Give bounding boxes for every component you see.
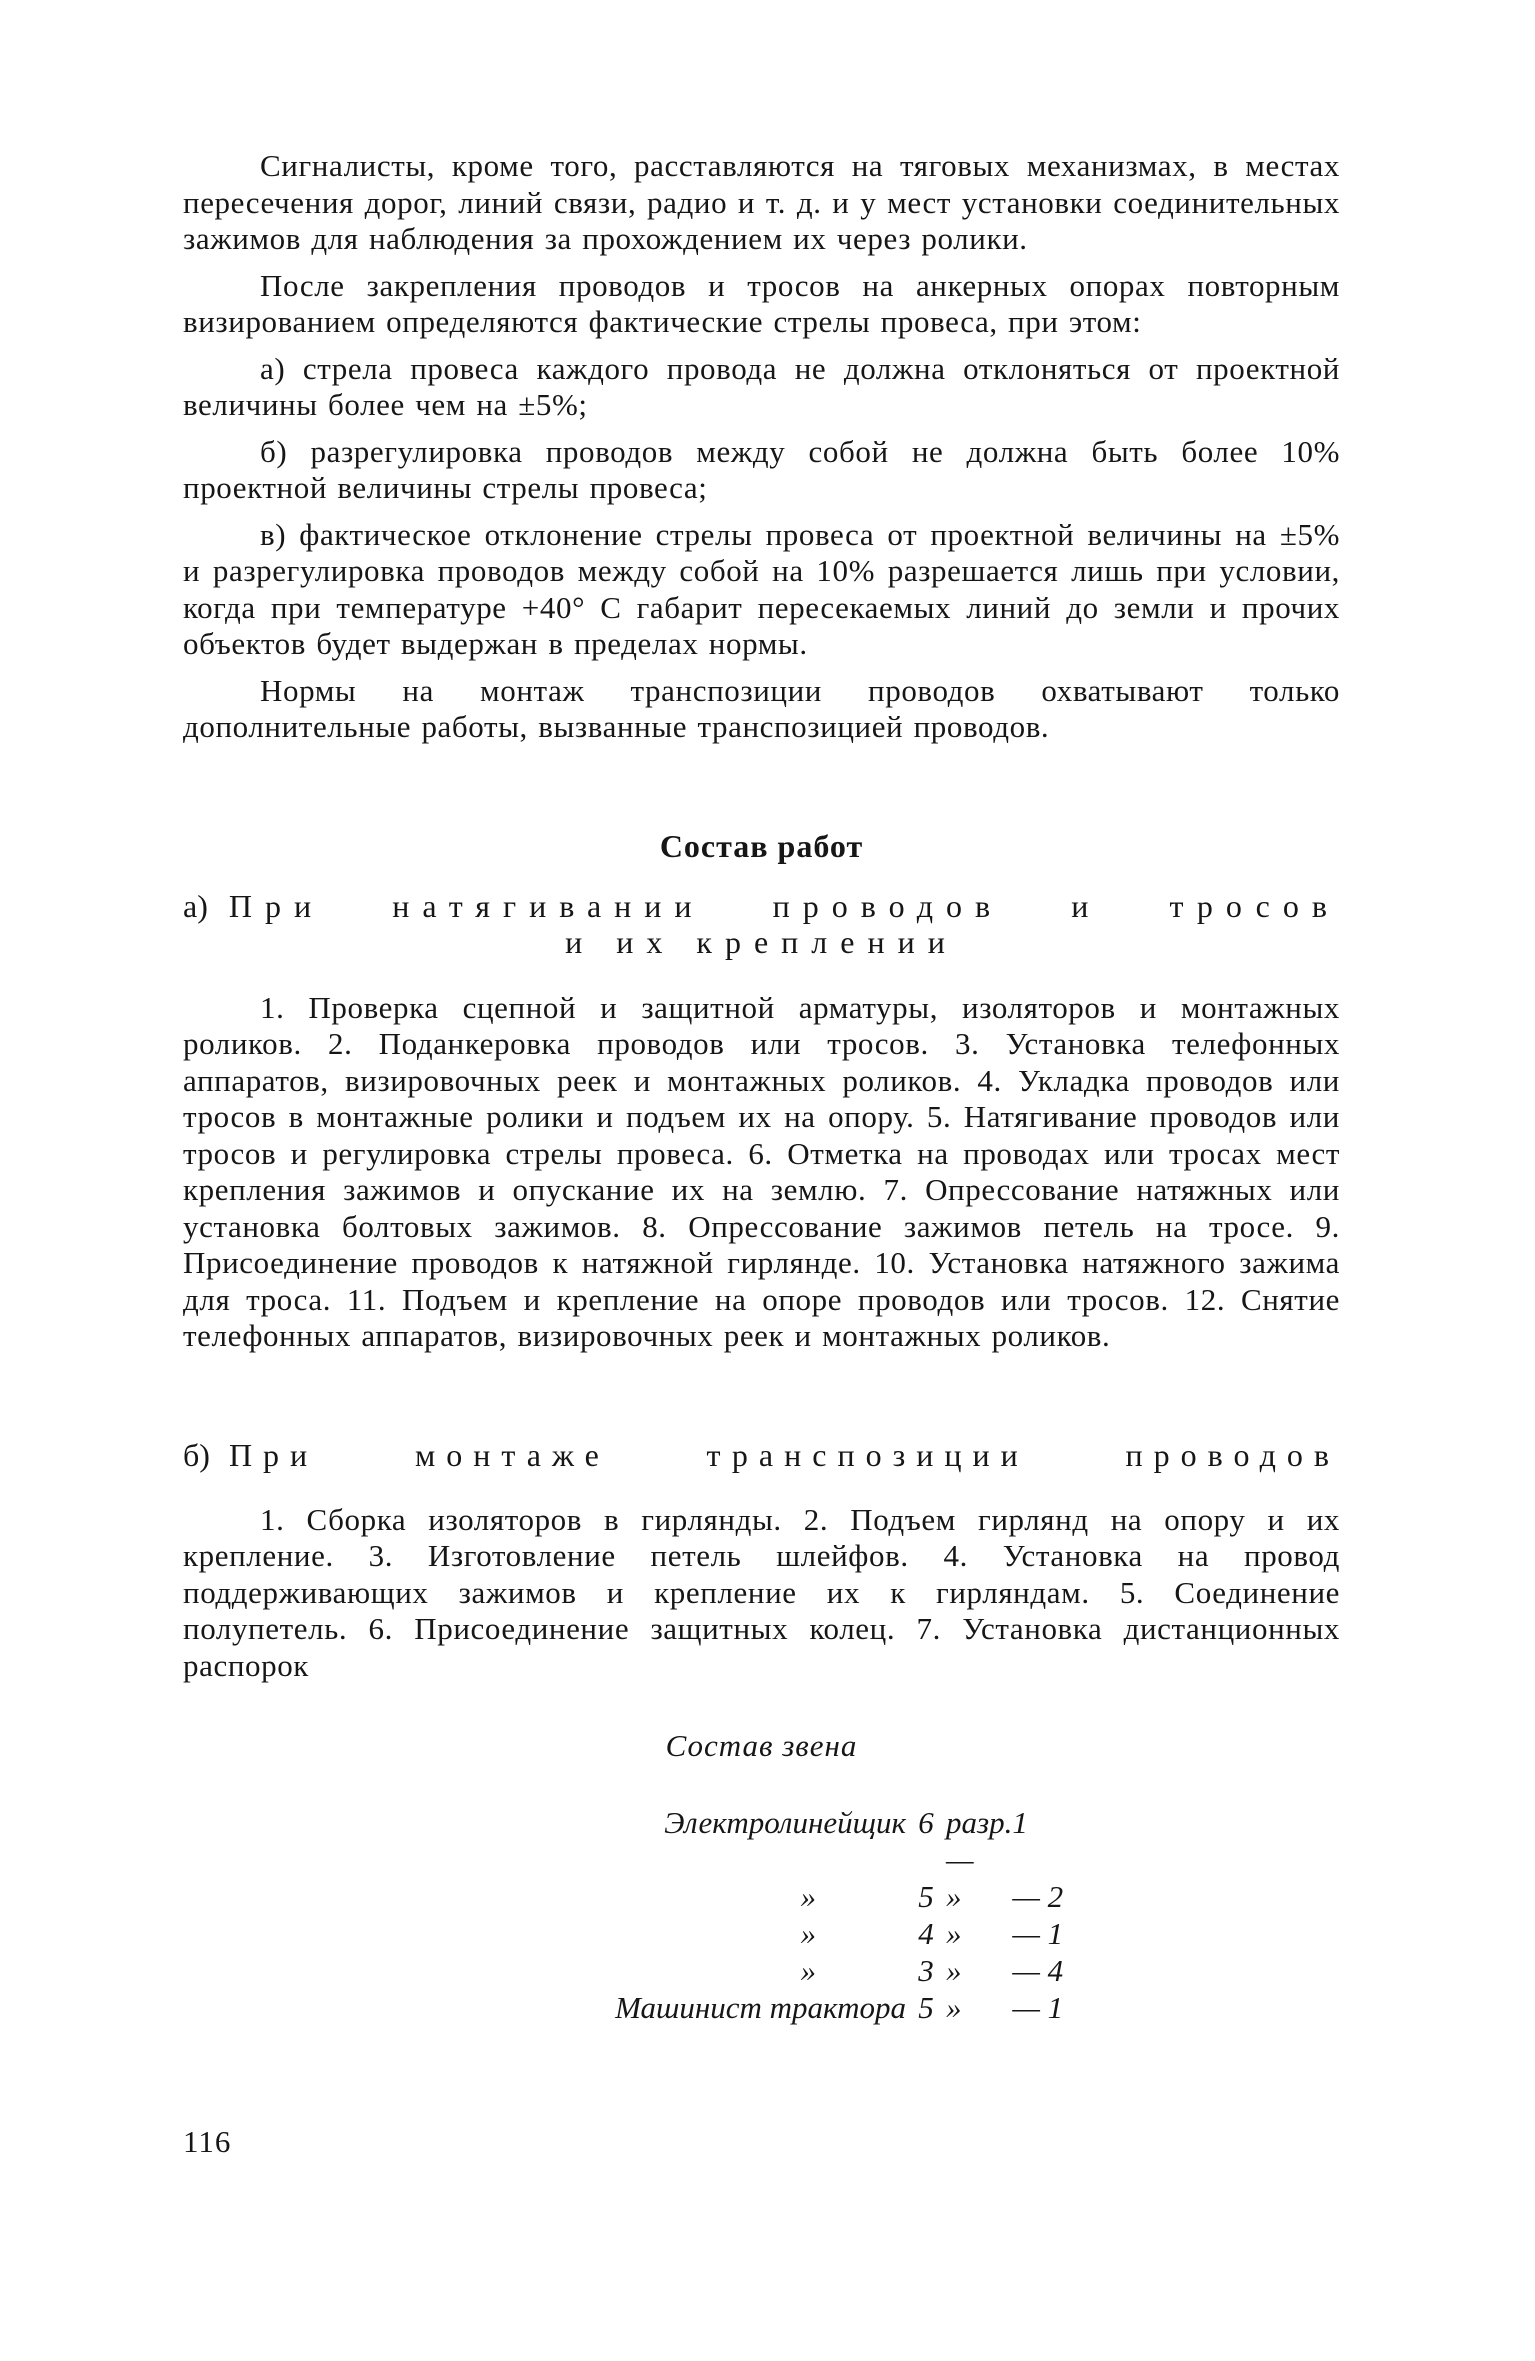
section-title-composition: Состав работ xyxy=(659,827,864,864)
paragraph-signalmen: Сигналисты, кроме того, расставляются на тяговых механизмах, в местах пересечения дорог, линий связи, радио и т. д. и у мест установки соединительных зажимов для наблюдения за прохождением их через ролики. xyxy=(183,148,1340,256)
paragraph-rule-c: в) фактическое отклонение стрелы провеса от проектной величины на ±5% и разрегулировка проводов между собой на 10% разрешается лишь при условии, когда при температуре +40° С габарит пересекаемых линий до земли и прочих объектов будет выдержан в пределах нормы. xyxy=(183,516,1340,661)
crew-count: 1 xyxy=(1012,1805,1028,1840)
subheading-a-word: и xyxy=(1071,887,1102,924)
crew-unit: разр.— xyxy=(946,1805,1013,1877)
crew-count: — 1 xyxy=(1012,1990,1064,2025)
crew-grade: 5 xyxy=(918,1879,934,1914)
subheading-a-word: натягивании xyxy=(392,887,705,924)
paragraph-transposition-norms: Нормы на монтаж транспозиции проводов охватывают только дополнительные работы, вызванные транспозицией проводов. xyxy=(183,672,1340,744)
subheading-a-line2: и их креплении xyxy=(565,923,958,960)
subheading-a xyxy=(183,888,1340,960)
crew-unit: » xyxy=(946,1879,962,1914)
crew-unit: » xyxy=(946,1953,962,1988)
crew-row xyxy=(416,1804,1072,1878)
crew-count: — 1 xyxy=(1012,1916,1064,1951)
paragraph-rule-b: б) разрегулировка проводов между собой не должна быть более 10% проектной величины стрелы провеса; xyxy=(183,433,1340,505)
crew-unit: » xyxy=(946,1990,962,2025)
work-list-a: 1. Проверка сцепной и защитной арматуры, изоляторов и монтажных роликов. 2. Поданкеровка проводов или тросов. 3. Установка телефонных аппаратов, визировочных реек и монтажных роликов. 4. Укладка проводов или тросов в монтажные ролики и подъем их на опору. 5. Натягивание проводов или тросов и регулировка стрелы провеса. 6. Отметка на проводах или тросах мест крепления зажимов и опускание их на землю. 7. Опрессование натяжных или установка болтовых зажимов. 8. Опрессование зажимов петель на тросе. 9. Присоединение проводов к натяжной гирлянде. 10. Установка натяжного зажима для троса. 11. Подъем и крепление на опоре проводов или тросов. 12. Снятие телефонных аппаратов, визировочных реек и монтажных роликов. xyxy=(183,989,1340,1353)
subheading-b-word: проводов xyxy=(1125,1436,1340,1473)
crew-role: » xyxy=(800,1953,816,1988)
subheading-a-marker: а) При xyxy=(183,887,325,924)
crew-role: Электролинейщик xyxy=(664,1805,906,1840)
page-number: 116 xyxy=(183,2124,232,2159)
crew-grade: 5 xyxy=(918,1990,934,2025)
crew-grade: 3 xyxy=(918,1953,934,1988)
subheading-b-marker: б) При xyxy=(183,1436,319,1473)
subheading-b-word: транспозиции xyxy=(706,1436,1029,1473)
crew-grade: 4 xyxy=(918,1916,934,1951)
crew-table xyxy=(416,1804,1072,2026)
crew-count: — 4 xyxy=(1012,1953,1064,1988)
crew-row xyxy=(416,1989,1072,2026)
crew-count: — 2 xyxy=(1012,1879,1064,1914)
work-list-b: 1. Сборка изоляторов в гирлянды. 2. Подъем гирлянд на опору и их крепление. 3. Изготовление петель шлейфов. 4. Установка на провод поддерживающих зажимов и крепление их к гирляндам. 5. Соединение полупетель. 6. Присоединение защитных колец. 7. Установка дистанционных распорок xyxy=(183,1501,1340,1683)
subheading-b-word: монтаже xyxy=(414,1436,610,1473)
page-content xyxy=(183,148,1340,2026)
crew-row xyxy=(416,1915,1072,1952)
subheading-a-word: тросов xyxy=(1169,887,1340,924)
crew-row xyxy=(416,1878,1072,1915)
crew-role: » xyxy=(800,1879,816,1914)
paragraph-rule-a: а) стрела провеса каждого провода не должна отклоняться от проектной величины более чем на ±5%; xyxy=(183,350,1340,422)
crew-role: » xyxy=(800,1916,816,1951)
crew-title: Состав звена xyxy=(665,1728,858,1763)
subheading-a-word: проводов xyxy=(772,887,1004,924)
subheading-b xyxy=(183,1437,1340,1474)
crew-grade: 6 xyxy=(918,1805,934,1840)
crew-row xyxy=(416,1952,1072,1989)
subheading-a-line1 xyxy=(183,888,1340,924)
crew-role: Машинист трактора xyxy=(615,1990,906,2025)
paragraph-sag-check: После закрепления проводов и тросов на анкерных опорах повторным визированием определяются фактические стрелы провеса, при этом: xyxy=(183,267,1340,339)
crew-unit: » xyxy=(946,1916,962,1951)
